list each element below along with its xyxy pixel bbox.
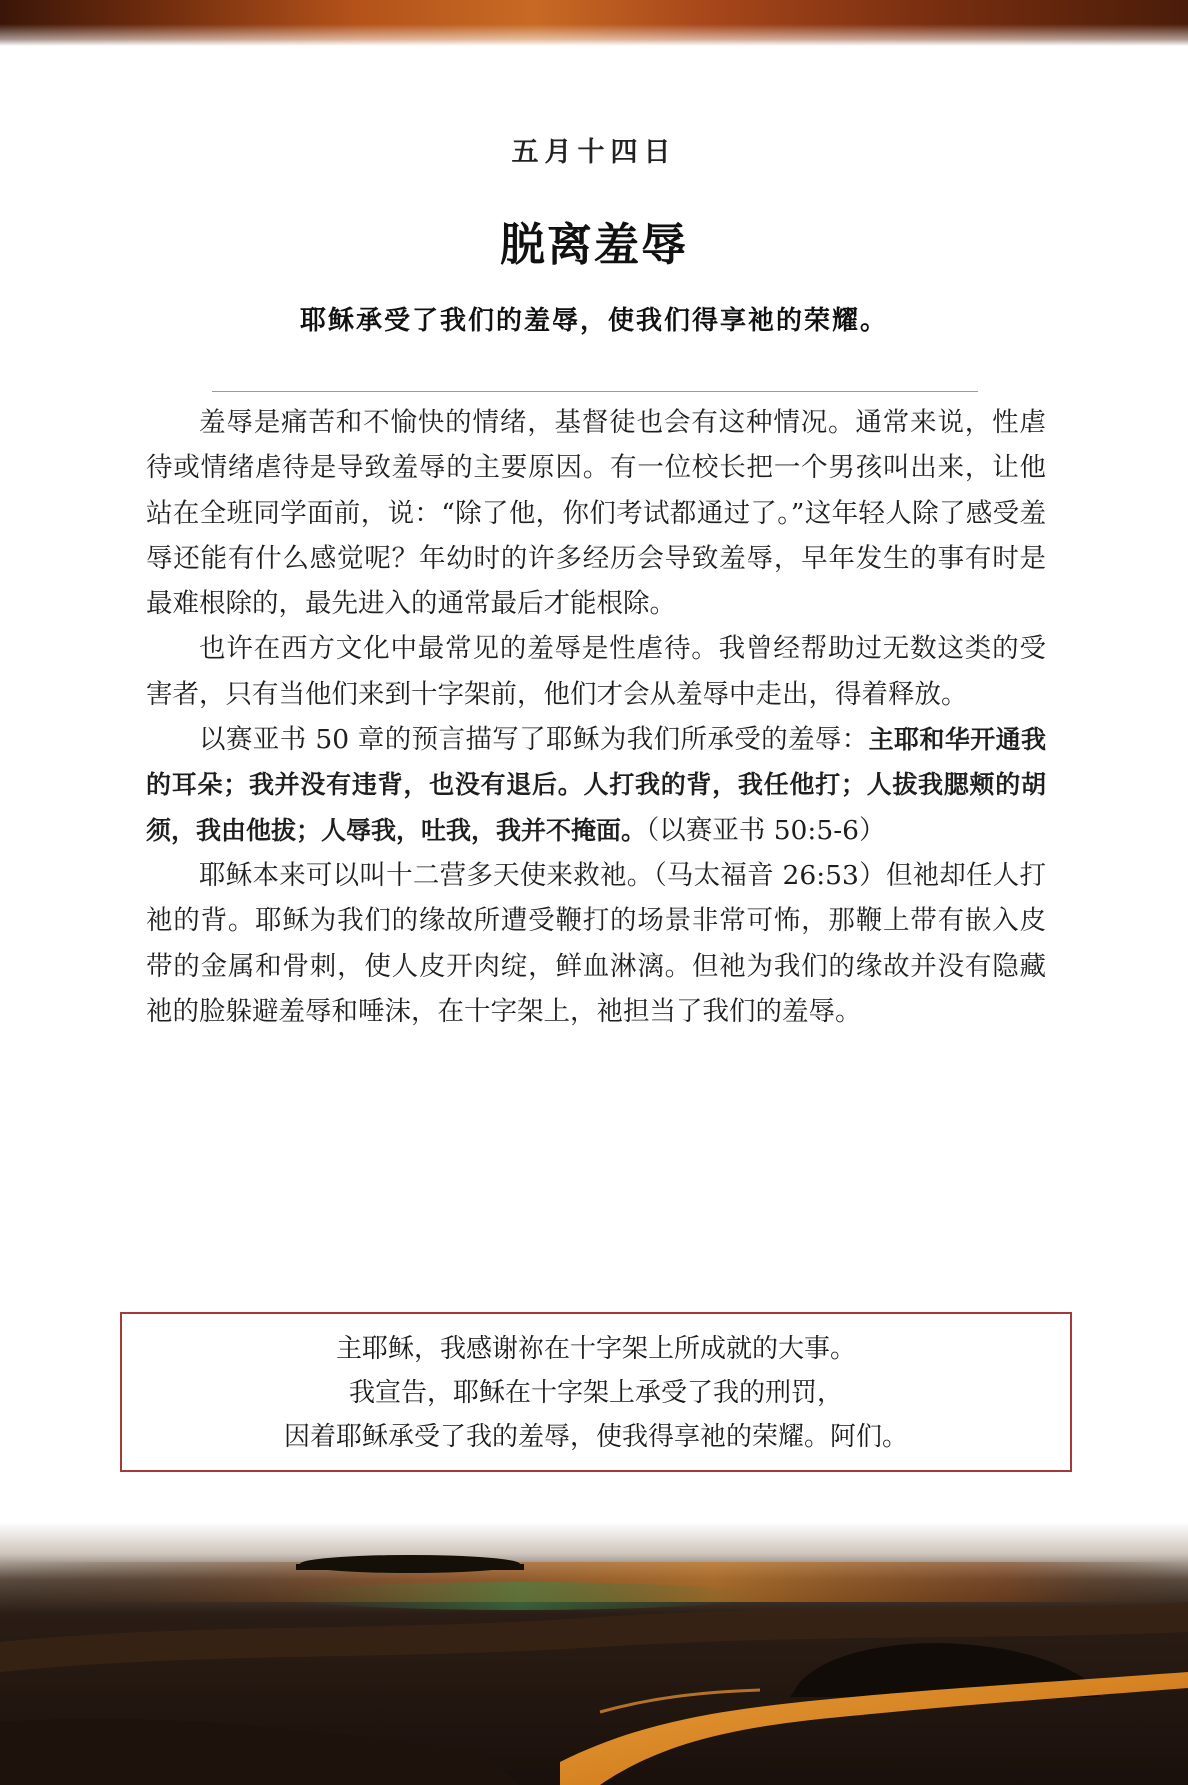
paragraph-4: 耶稣本来可以叫十二营多天使来救祂。（马太福音 26:53）但祂却任人打祂的背。耶稣为我们的缘故所遭受鞭打的场景非常可怖，那鞭上带有嵌入皮带的金属和骨刺，使人皮开肉绽，鲜血淋漓。但祂为我们的缘故并没有隐藏祂的脸躲避羞辱和唾沫，在十字架上，祂担当了我们的羞辱。 — [146, 859, 1046, 1027]
prayer-box — [120, 1312, 1072, 1472]
sunset-landscape-image — [0, 1522, 1188, 1785]
page-title: 脱离羞辱 — [499, 218, 688, 271]
prayer-line-3: 因着耶稣承受了我的羞辱，使我得享祂的荣耀。阿们。 — [283, 1422, 908, 1452]
paragraph-3 — [146, 717, 1046, 853]
page-date: 五月十四日 — [511, 137, 677, 168]
paragraph-1: 羞辱是痛苦和不愉快的情绪，基督徒也会有这种情况。通常来说，性虐待或情绪虐待是导致羞辱的主要原因。有一位校长把一个男孩叫出来，让他站在全班同学面前，说：“除了他，你们考试都通过了。”这年轻人除了感受羞辱还能有什么感觉呢？年幼时的许多经历会导致羞辱，早年发生的事有时是最难根除的，最先进入的通常最后才能根除。 — [146, 407, 1046, 620]
divider-line — [212, 391, 978, 392]
prayer-line-1: 主耶稣，我感谢祢在十字架上所成就的大事。 — [335, 1334, 856, 1364]
prayer-line-2: 我宣告，耶稣在十字架上承受了我的刑罚， — [348, 1378, 843, 1408]
scripture-quote: 主耶和华开通我的耳朵；我并没有违背，也没有退后。人打我的背，我任他打；人拔我腮颊的胡须，我由他拔；人辱我，吐我，我并不掩面。 — [146, 725, 1046, 845]
paragraph-3-intro: 以赛亚书 50 章的预言描写了耶稣为我们所承受的羞辱： — [199, 724, 869, 756]
page-subtitle: 耶稣承受了我们的羞辱，使我们得享祂的荣耀。 — [299, 306, 888, 336]
top-decorative-band — [0, 0, 1188, 46]
scripture-reference: （以赛亚书 50:5-6） — [646, 814, 886, 846]
paragraph-2: 也许在西方文化中最常见的羞辱是性虐待。我曾经帮助过无数这类的受害者，只有当他们来到十字架前，他们才会从羞辱中走出，得着释放。 — [146, 633, 1046, 710]
devotional-body — [146, 400, 1046, 1034]
